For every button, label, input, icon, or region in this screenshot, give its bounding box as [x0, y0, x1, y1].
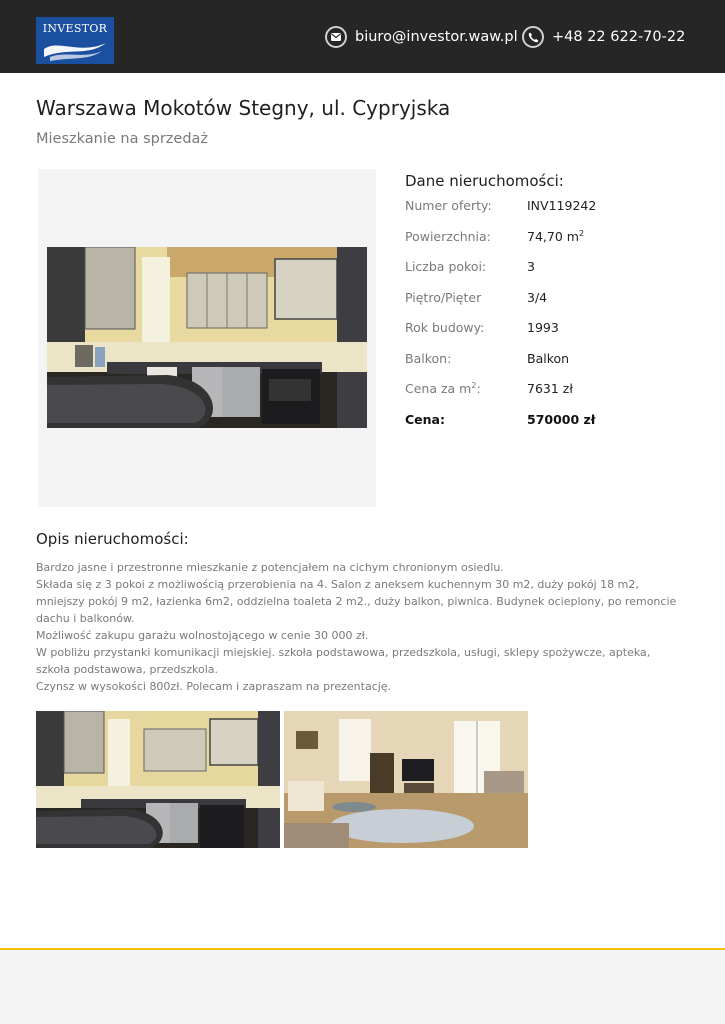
page-footer — [0, 950, 725, 1024]
price-per-m2-exponent: 2 — [471, 380, 477, 390]
price-label: Cena: — [405, 411, 445, 427]
area-value: 74,70 m — [527, 228, 579, 244]
price-per-m2-label: Cena za m — [405, 381, 472, 396]
description-line: Możliwość zakupu garażu wolnostojącego w cenie 30 000 zł. — [36, 629, 369, 642]
logo-wave-icon — [36, 35, 114, 64]
detail-row-price-per-m2 — [405, 381, 705, 412]
rooms-label: Liczba pokoi: — [405, 259, 487, 274]
area-label: Powierzchnia: — [405, 228, 491, 244]
price-per-m2-value: 7631 zł — [527, 381, 573, 396]
phone-icon — [522, 26, 544, 48]
investor-logo[interactable] — [36, 17, 114, 64]
phone-text[interactable]: +48 22 622-70-22 — [552, 29, 686, 45]
area-unit-exponent: 2 — [578, 228, 585, 238]
detail-row-offer-number — [405, 198, 705, 229]
detail-row-floor — [405, 290, 705, 321]
balcony-value: Balkon — [527, 350, 570, 366]
area-value-group — [527, 229, 584, 244]
floor-label: Piętro/Pięter — [405, 289, 482, 305]
living-room-thumbnail[interactable] — [284, 711, 528, 848]
balcony-label: Balkon: — [405, 350, 452, 366]
property-details — [405, 172, 705, 442]
detail-row-rooms — [405, 259, 705, 290]
offer-number-value: INV119242 — [527, 198, 597, 213]
price-per-m2-colon: : — [476, 381, 481, 396]
detail-row-area — [405, 229, 705, 260]
description-line: W pobliżu przystanki komunikacji miejskiej. szkoła podstawowa, przedszkola, usługi, sklepy spożywcze, apteka, szkoła podstawowa, przedszkola. — [36, 646, 651, 676]
description-line: Składa się z 3 pokoi z możliwością przerobienia na 4. Salon z aneksem kuchennym 30 m2, duży pokój 18 m2, mniejszy pokój 9 m2, łazienka 6m2, oddzielna toaleta 2 m2., duży balkon, piwnica. Budynek ocieplony, po remoncie dachu i balkonów. — [36, 578, 677, 625]
rooms-value: 3 — [527, 259, 535, 274]
page-subtitle: Mieszkanie na sprzedaż — [36, 131, 209, 147]
description-heading: Opis nieruchomości: — [36, 530, 189, 548]
description-line: Bardzo jasne i przestronne mieszkanie z potencjałem na cichym chronionym osiedlu. — [36, 561, 504, 574]
page-title: Warszawa Mokotów Stegny, ul. Cypryjska — [36, 96, 451, 120]
description-line: Czynsz w wysokości 800zł. Polecam i zapraszam na prezentację. — [36, 680, 392, 693]
envelope-icon — [325, 26, 347, 48]
price-value: 570000 zł — [527, 411, 596, 427]
email-contact[interactable] — [325, 24, 518, 50]
details-heading: Dane nieruchomości: — [405, 172, 564, 190]
floor-value: 3/4 — [527, 289, 548, 305]
detail-row-price — [405, 412, 705, 443]
page-header — [0, 0, 725, 73]
year-label: Rok budowy: — [405, 320, 485, 335]
logo-text: INVESTOR — [42, 22, 108, 35]
main-kitchen-photo[interactable] — [47, 247, 367, 428]
kitchen-thumbnail[interactable] — [36, 711, 280, 848]
year-value: 1993 — [527, 320, 559, 335]
detail-row-balcony — [405, 351, 705, 382]
email-text[interactable]: biuro@investor.waw.pl — [355, 29, 518, 45]
price-per-m2-label-group — [405, 381, 481, 396]
main-photo-frame — [38, 169, 376, 507]
offer-number-label: Numer oferty: — [405, 198, 492, 213]
phone-contact[interactable] — [522, 24, 685, 50]
detail-row-year — [405, 320, 705, 351]
description-text — [36, 559, 686, 695]
